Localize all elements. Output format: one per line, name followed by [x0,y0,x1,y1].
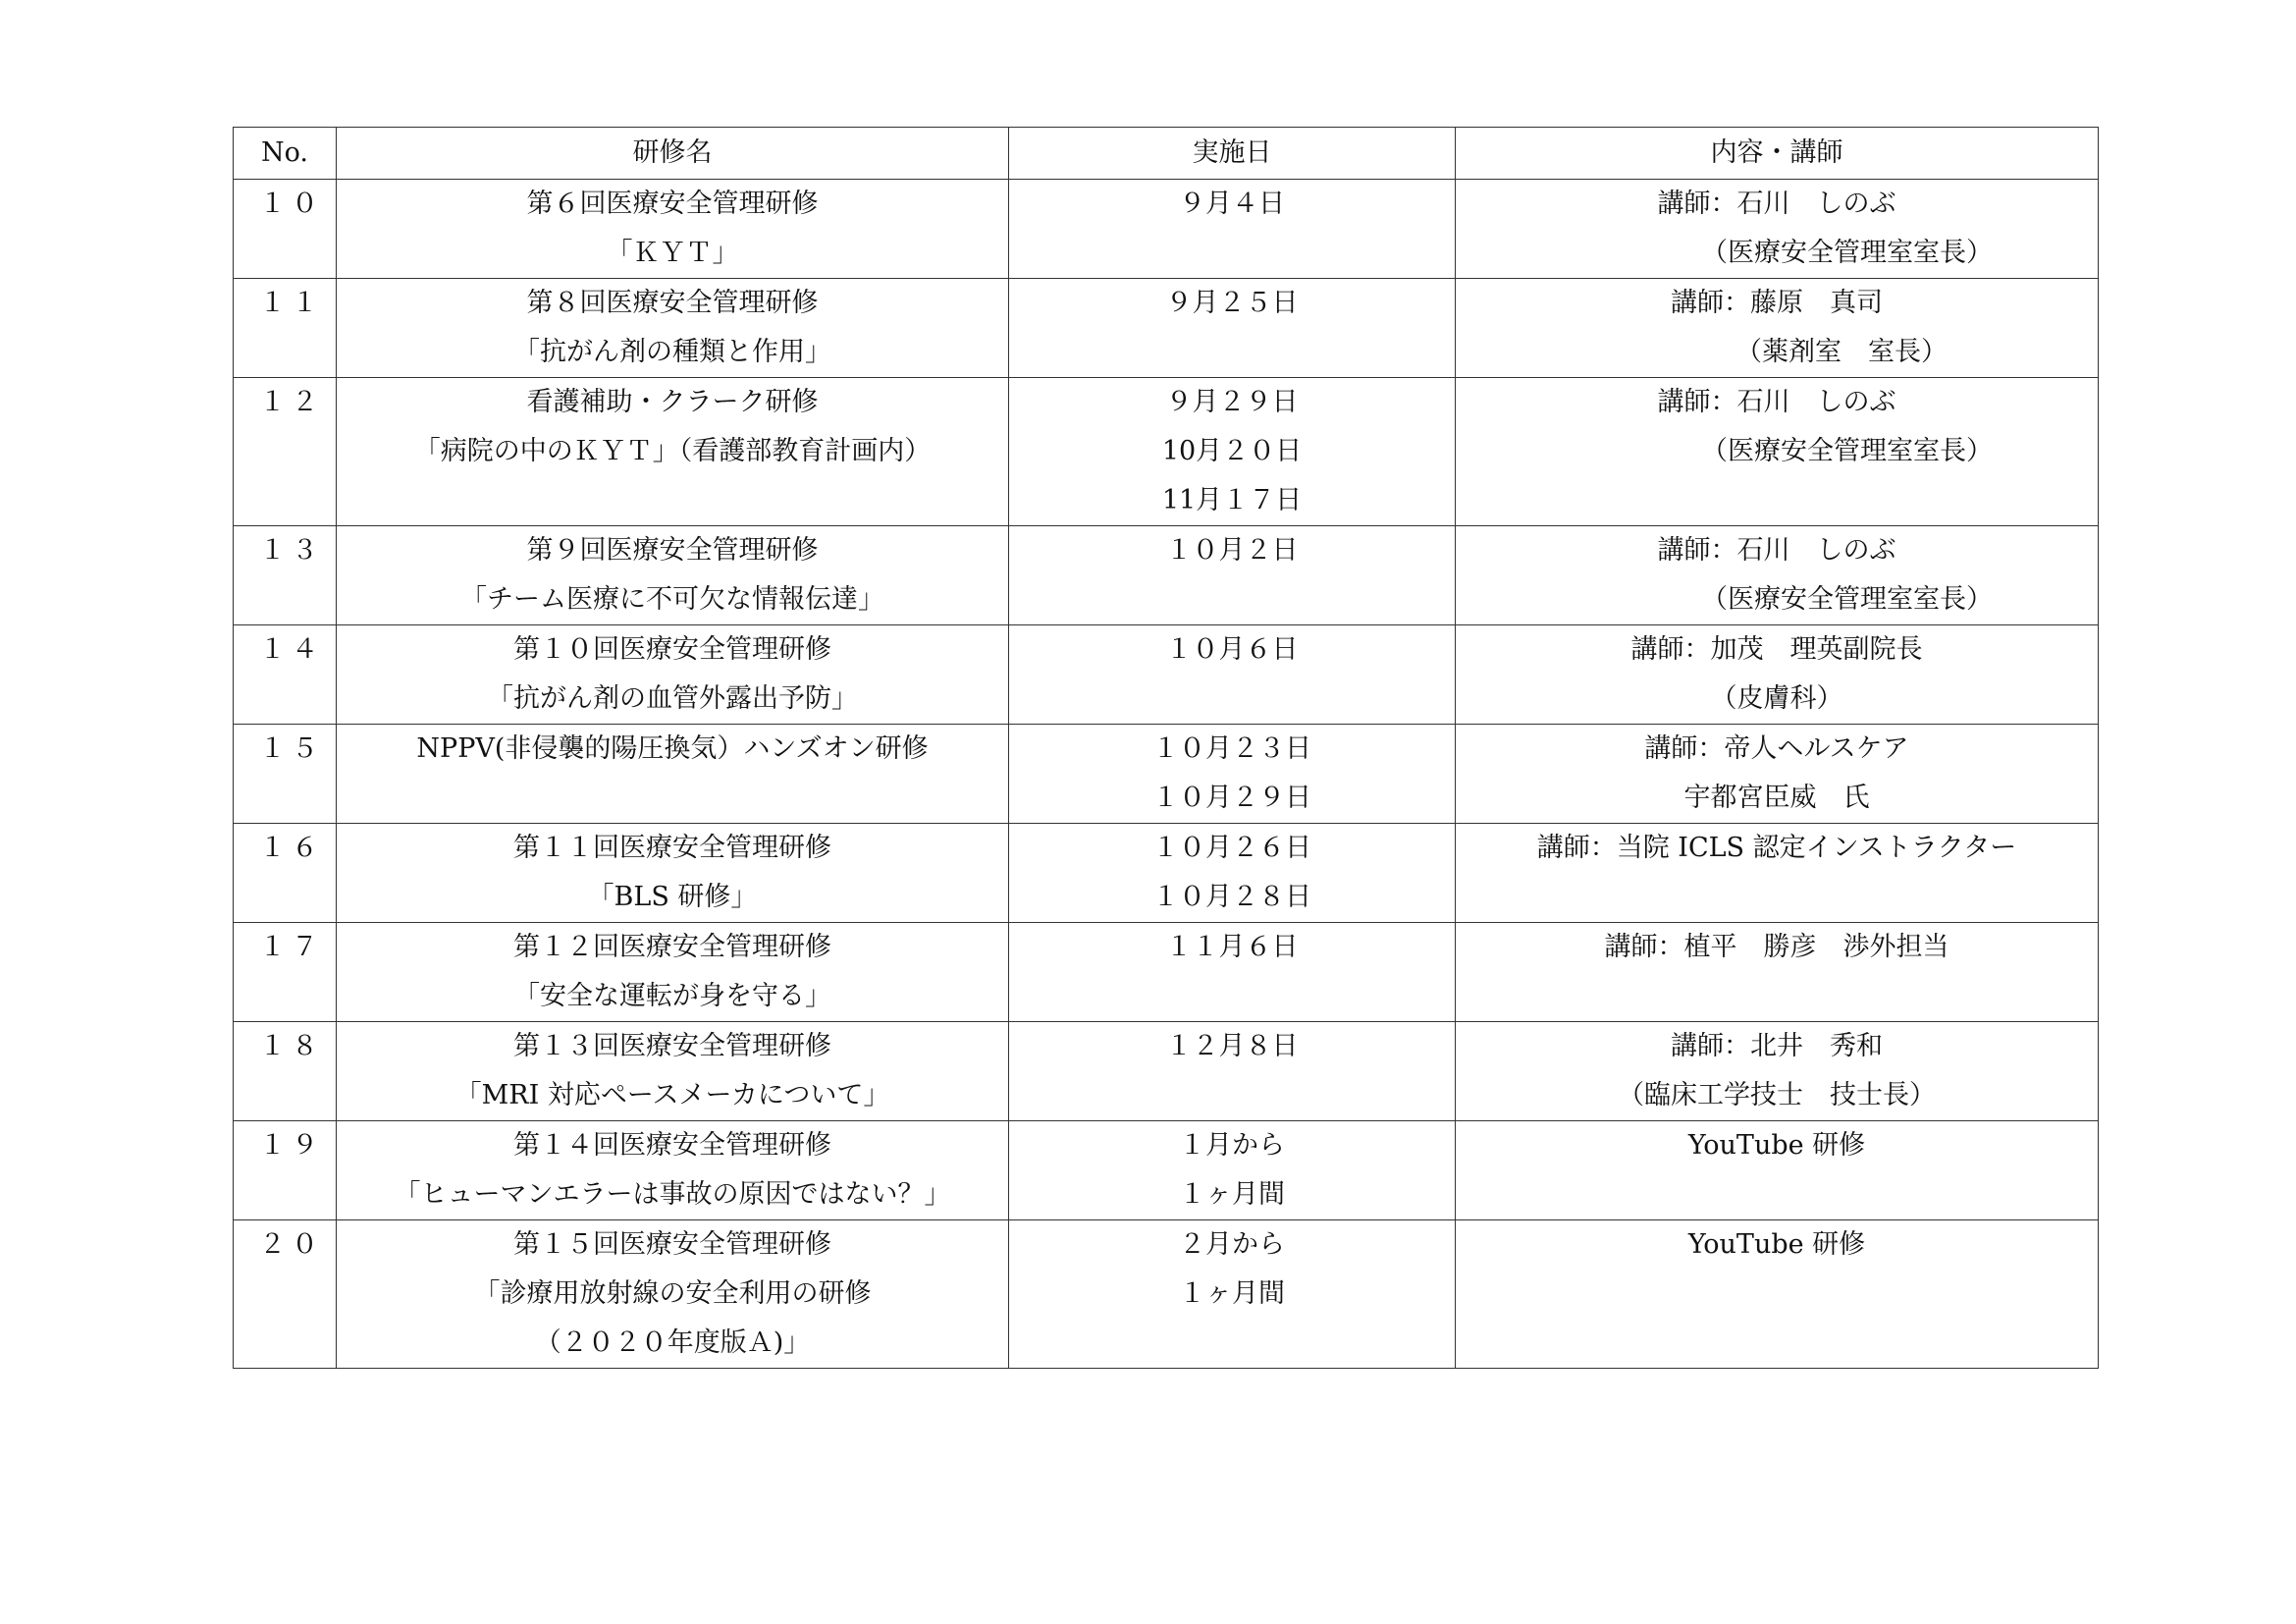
date-cell [1009,378,1456,526]
lecturer-line: 宇都宮臣威 氏 [1683,783,1870,813]
training-name-line: 「チーム医療に不可欠な情報伝達」 [460,584,884,615]
date-line: 10月２０日 [1161,436,1303,466]
row-number-text: １８ [259,1031,324,1061]
training-name-cell [337,1022,1009,1121]
row-number [234,625,337,725]
date-cell [1009,923,1456,1022]
date-line: ９月２５日 [1165,288,1299,318]
training-name-cell [337,279,1009,378]
training-name-cell [337,1220,1009,1369]
header-training-name: 研修名 [337,128,1009,180]
row-number-text: １６ [259,833,324,863]
row-number-text: １４ [259,634,324,665]
header-row [234,128,2099,180]
table-row [234,625,2099,725]
lecturer-cell [1456,526,2099,625]
date-line: １１月６日 [1165,932,1299,962]
date-line: １０月２８日 [1152,882,1311,912]
date-line: ２月から [1179,1229,1285,1260]
training-name-cell [337,923,1009,1022]
training-name-line: （２０２０年度版Ａ)」 [534,1327,811,1358]
date-cell [1009,1121,1456,1220]
date-line: １０月２３日 [1152,733,1311,764]
table-row [234,1220,2099,1369]
lecturer-cell [1456,625,2099,725]
training-name-line: 第１１回医療安全管理研修 [513,833,831,863]
lecturer-line: YouTube 研修 [1687,1229,1866,1260]
lecturer-cell [1456,824,2099,923]
training-name-cell [337,180,1009,279]
lecturer-line: （医療安全管理室室長） [1701,584,1993,615]
row-number-text: １５ [259,733,324,764]
row-number [234,180,337,279]
lecturer-cell [1456,923,2099,1022]
training-name-line: 第１０回医療安全管理研修 [513,634,831,665]
row-number-text: １７ [259,932,324,962]
lecturer-cell [1456,180,2099,279]
row-number [234,725,337,824]
lecturer-line: YouTube 研修 [1687,1130,1866,1161]
training-name-line: 第１３回医療安全管理研修 [513,1031,831,1061]
row-number [234,526,337,625]
lecturer-line: （薬剤室 室長） [1735,337,1948,367]
row-number-text: １９ [259,1130,324,1161]
header-content-lecturer: 内容・講師 [1456,128,2099,180]
training-name-line: 第１４回医療安全管理研修 [513,1130,831,1161]
lecturer-line: （医療安全管理室室長） [1701,436,1993,466]
row-number-text: １０ [259,189,324,219]
training-name-line: 「MRI 対応ペースメーカについて」 [454,1080,890,1110]
date-cell [1009,1022,1456,1121]
date-cell [1009,180,1456,279]
lecturer-line: （臨床工学技士 技士長） [1618,1080,1936,1110]
date-line: １０月２９日 [1152,783,1311,813]
lecturer-line: 講師：石川 しのぶ [1657,387,1896,417]
training-name-line: 「診療用放射線の安全利用の研修 [473,1278,872,1309]
row-number [234,378,337,526]
training-name-line: 第６回医療安全管理研修 [526,189,819,219]
training-name-cell [337,625,1009,725]
table-row [234,923,2099,1022]
table-row [234,526,2099,625]
row-number [234,923,337,1022]
training-name-cell [337,824,1009,923]
date-cell [1009,725,1456,824]
training-name-line: 第８回医療安全管理研修 [526,288,819,318]
row-number [234,1121,337,1220]
date-cell [1009,1220,1456,1369]
lecturer-line: 講師：植平 勝彦 渉外担当 [1604,932,1949,962]
date-line: １ヶ月間 [1179,1278,1285,1309]
lecturer-line: 講師：北井 秀和 [1671,1031,1883,1061]
table-row [234,279,2099,378]
training-name-line: 「ヒューマンエラーは事故の原因ではない？」 [394,1179,951,1210]
lecturer-cell [1456,725,2099,824]
training-name-cell [337,526,1009,625]
table-row [234,1022,2099,1121]
lecturer-cell [1456,1121,2099,1220]
row-number [234,824,337,923]
row-number-text: ２０ [259,1229,324,1260]
row-number [234,1220,337,1369]
training-name-cell [337,1121,1009,1220]
date-line: ９月４日 [1179,189,1285,219]
training-name-line: 第９回医療安全管理研修 [526,535,819,566]
date-line: 11月１７日 [1161,485,1303,515]
row-number-text: １２ [259,387,324,417]
training-table [233,127,2099,1369]
training-name-cell [337,378,1009,526]
date-cell [1009,625,1456,725]
lecturer-cell [1456,378,2099,526]
date-line: １２月８日 [1165,1031,1299,1061]
training-name-line: 第１２回医療安全管理研修 [513,932,831,962]
training-name-line: 「病院の中のＫＹＴ」（看護部教育計画内） [413,436,932,466]
training-name-line: NPPV(非侵襲的陽圧換気）ハンズオン研修 [416,733,929,764]
lecturer-cell [1456,1220,2099,1369]
lecturer-line: 講師：石川 しのぶ [1657,535,1896,566]
lecturer-line: 講師：当院 ICLS 認定インストラクター [1536,833,2017,863]
header-no: No. [234,128,337,180]
table-row [234,378,2099,526]
date-cell [1009,824,1456,923]
date-line: １ヶ月間 [1179,1179,1285,1210]
row-number-text: １１ [259,288,324,318]
training-name-line: 第１５回医療安全管理研修 [513,1229,831,1260]
training-name-line: 「抗がん剤の血管外露出予防」 [487,683,858,714]
lecturer-line: （皮膚科） [1710,683,1843,714]
date-line: ９月２９日 [1165,387,1299,417]
training-name-line: 「安全な運転が身を守る」 [513,981,831,1011]
lecturer-line: 講師：帝人ヘルスケア [1644,733,1909,764]
date-line: １月から [1179,1130,1285,1161]
table-row [234,180,2099,279]
training-name-line: 看護補助・クラーク研修 [526,387,819,417]
row-number [234,279,337,378]
header-date: 実施日 [1009,128,1456,180]
training-name-line: 「ＫＹＴ」 [606,238,739,268]
date-cell [1009,279,1456,378]
table-row [234,725,2099,824]
lecturer-line: 講師：藤原 真司 [1671,288,1883,318]
table-row [234,824,2099,923]
row-number-text: １３ [259,535,324,566]
training-name-cell [337,725,1009,824]
row-number [234,1022,337,1121]
date-cell [1009,526,1456,625]
lecturer-line: （医療安全管理室室長） [1701,238,1993,268]
lecturer-cell [1456,279,2099,378]
lecturer-line: 講師：石川 しのぶ [1657,189,1896,219]
training-name-line: 「BLS 研修」 [587,882,758,912]
date-line: １０月２６日 [1152,833,1311,863]
table-row [234,1121,2099,1220]
date-line: １０月２日 [1165,535,1299,566]
lecturer-cell [1456,1022,2099,1121]
lecturer-line: 講師：加茂 理英副院長 [1630,634,1923,665]
date-line: １０月６日 [1165,634,1299,665]
training-name-line: 「抗がん剤の種類と作用」 [513,337,831,367]
